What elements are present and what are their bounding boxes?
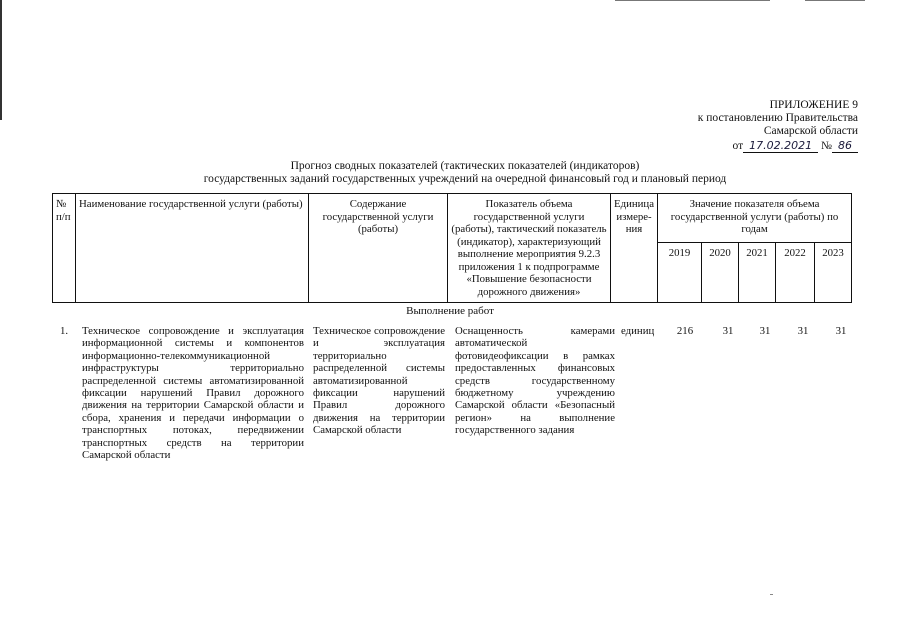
- header-values-group: Значение показателя объема государственной услуги (работы) по годам: [658, 194, 852, 243]
- date-prefix: от: [732, 140, 744, 152]
- annex-block: [698, 99, 858, 153]
- annex-line-2: Самарской области: [763, 125, 858, 137]
- annex-date-number: [733, 139, 858, 153]
- header-year: 2020: [702, 242, 739, 302]
- page-left-edge: [0, 0, 2, 120]
- row-value: 31: [797, 325, 809, 337]
- number-prefix: №: [821, 140, 832, 152]
- header-table: [52, 193, 852, 303]
- header-service-name: Наименование государственной услуги (работы): [76, 194, 309, 303]
- title-line-2: государственных заданий государственных учреждений на очередной финансовый год и плановый период: [203, 173, 727, 185]
- date-value: 17.02.2021: [743, 139, 818, 153]
- header-year: 2022: [776, 242, 815, 302]
- document-title: [170, 160, 760, 186]
- header-year: 2023: [815, 242, 852, 302]
- row-indicator: Оснащенность камерами автоматической фотовидеофиксации в рамках предоставленных финансовых средств государственному бюджетному учреждению Самарской области «Безопасный регион» на выполнение государственного задания: [455, 325, 615, 437]
- row-value: 31: [759, 325, 771, 337]
- row-service-name: Техническое сопровождение и эксплуатация информационной системы и компонентов информационно-телекоммуникационной инфраструктуры территориально распределенной системы автоматизированной фиксации нарушений Правил дорожного движения на территории Самарской области и сбора, хранения и передачи информации о транспортных потоках, передвижении транспортных средств на территории Самарской области: [82, 325, 304, 462]
- annex-title: ПРИЛОЖЕНИЕ 9: [769, 99, 858, 111]
- row-content: Техническое сопровождение и эксплуатация территориально распределенной системы автоматизированной фиксации нарушений Правил дорожного движения на территории Самарской области: [313, 325, 445, 437]
- header-year: 2021: [739, 242, 776, 302]
- header-unit: Единица измере-ния: [611, 194, 658, 303]
- scan-speck: [770, 594, 773, 595]
- row-num: 1.: [60, 325, 69, 337]
- header-year: 2019: [658, 242, 702, 302]
- section-title: Выполнение работ: [406, 305, 494, 317]
- header-indicator: Показатель объема государственной услуги (работы), тактический показатель (индикатор), характеризующий выполнение мероприятия 9.2.3 приложения 1 к подпрограмме «Повышение безопасности дорожного движения»: [448, 194, 611, 303]
- number-value: 86: [832, 139, 858, 153]
- row-unit: единиц: [621, 325, 655, 337]
- row-value: 31: [722, 325, 734, 337]
- title-line-1: Прогноз сводных показателей (тактических показателей (индикаторов): [290, 160, 640, 172]
- annex-line-1: к постановлению Правительства: [697, 112, 858, 124]
- row-value: 31: [835, 325, 847, 337]
- header-num: № п/п: [53, 194, 76, 303]
- header-content: Содержание государственной услуги (работы): [309, 194, 448, 303]
- row-value: 216: [676, 325, 694, 337]
